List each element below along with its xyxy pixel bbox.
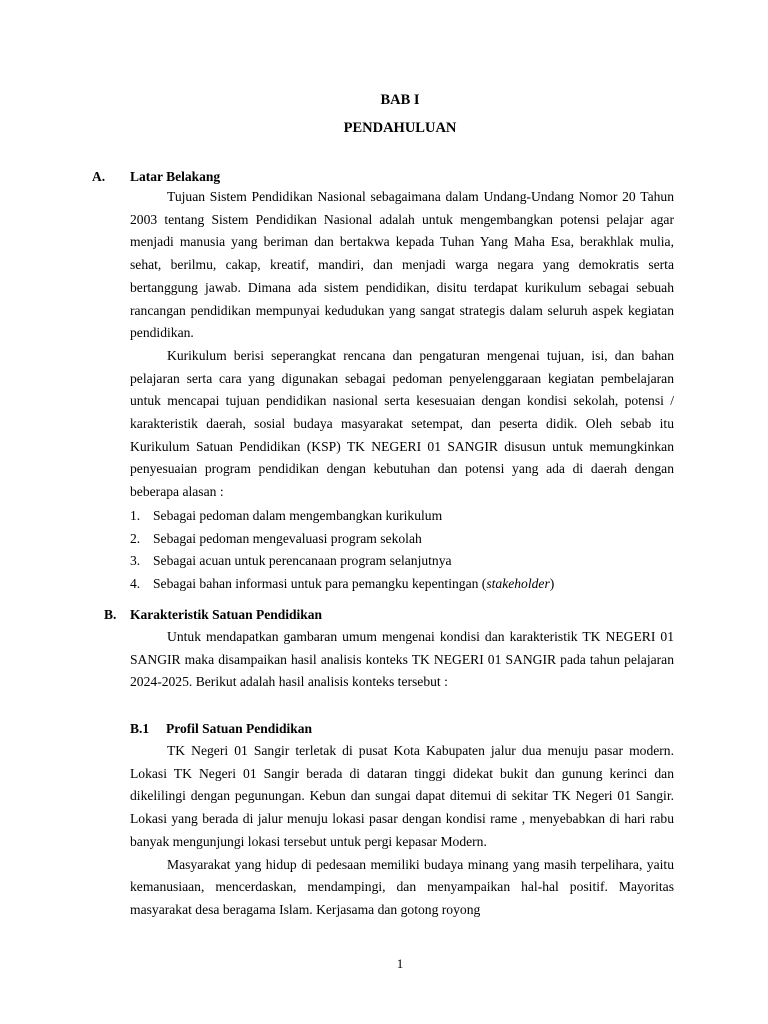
chapter-title: PENDAHULUAN: [343, 120, 457, 136]
list-item-italic-term: stakeholder: [486, 576, 550, 592]
list-item-number: 2.: [130, 530, 141, 546]
list-item-number: 1.: [130, 508, 141, 523]
section-a-paragraph-1: Tujuan Sistem Pendidikan Nasional sebagaimana dalam Undang-Undang Nomor 20 Tahun 2003 tentang Sistem Pendidikan Nasional adalah untuk mengembangkan potensi pelajar agar menjadi manusia yang beriman dan bertakwa kepada Tuhan Yang Maha Esa, berakhlak mulia, sehat, berilmu, cakap, kreatif, mandiri, dan menjadi warga negara yang demokratis serta bertanggung jawab. Dimana ada sistem pendidikan, disitu terdapat kurikulum sebagai sebuah rancangan pendidikan mempunyai kedudukan yang sangat strategis dalam seluruh aspek kegiatan pendidikan.: [130, 189, 674, 341]
list-item-number: 3.: [130, 553, 141, 569]
list-item: [130, 505, 690, 528]
chapter-number: BAB I: [380, 92, 420, 108]
list-item-text: Sebagai acuan untuk perencanaan program selanjutnya: [153, 553, 452, 569]
section-b-body: [130, 626, 674, 694]
list-item: [130, 573, 690, 596]
list-item: [130, 528, 690, 551]
section-b-heading: Karakteristik Satuan Pendidikan: [130, 607, 323, 622]
section-b1-paragraph-2: Masyarakat yang hidup di pedesaan memiliki budaya minang yang masih terpelihara, yaitu kemanusiaan, mencerdaskan, mendampingi, dan menyampaikan hal-hal positif. Mayoritas masyarakat desa beragama Islam. Kerjasama dan gotong royong: [130, 856, 674, 917]
list-item-text: Sebagai pedoman dalam mengembangkan kurikulum: [153, 508, 443, 523]
page-number: 1: [396, 956, 404, 971]
list-item: [130, 550, 690, 573]
section-a-number: A.: [92, 169, 106, 184]
list-item-number: 4.: [130, 576, 141, 592]
list-item-text: Sebagai bahan informasi untuk para pemangku kepentingan (: [153, 576, 487, 592]
section-b1-heading: Profil Satuan Pendidikan: [166, 721, 313, 736]
section-a-paragraph-2: Kurikulum berisi seperangkat rencana dan pengaturan mengenai tujuan, isi, dan bahan pelajaran serta cara yang digunakan sebagai pedoman penyelenggaraan kegiatan pembelajaran untuk mencapai tujuan pendidikan nasional serta kesesuaian dengan kondisi sekolah, potensi / karakteristik daerah, sosial budaya masyarakat setempat, dan peserta didik. Oleh sebab itu Kurikulum Satuan Pendidikan (KSP) TK NEGERI 01 SANGIR disusun untuk memungkinkan penyesuaian program pendidikan dengan kebutuhan dan potensi yang ada di daerah dengan beberapa alasan :: [130, 347, 674, 500]
section-a-body: [130, 186, 674, 504]
section-a-heading: Latar Belakang: [130, 169, 221, 184]
list-item-text: Sebagai pedoman mengevaluasi program sekolah: [153, 530, 422, 546]
list-item-text-end: ): [549, 576, 555, 592]
section-b1-body: [130, 740, 674, 922]
section-b-number: B.: [104, 607, 117, 622]
section-b1-paragraph-1: TK Negeri 01 Sangir terletak di pusat Kota Kabupaten jalur dua menuju pasar modern. Lokasi TK Negeri 01 Sangir berada di dataran tinggi didekat bukit dan gunung kerinci dan dikelilingi dengan pegunungan. Kebun dan sungai dapat ditemui di sekitar TK Negeri 01 Sangir. Lokasi yang berada di jalur menuju lokasi pasar dengan kondisi rame , menyebabkan di hari rabu banyak mengunjungi lokasi tersebut untuk pergi kepasar Modern.: [130, 743, 674, 849]
reasons-list: [130, 505, 690, 596]
section-b1-number: B.1: [130, 721, 150, 736]
section-b-paragraph-1: Untuk mendapatkan gambaran umum mengenai kondisi dan karakteristik TK NEGERI 01 SANGIR maka disampaikan hasil analisis konteks TK NEGERI 01 SANGIR pada tahun pelajaran 2024-2025. Berikut adalah hasil analisis konteks tersebut :: [130, 629, 674, 690]
